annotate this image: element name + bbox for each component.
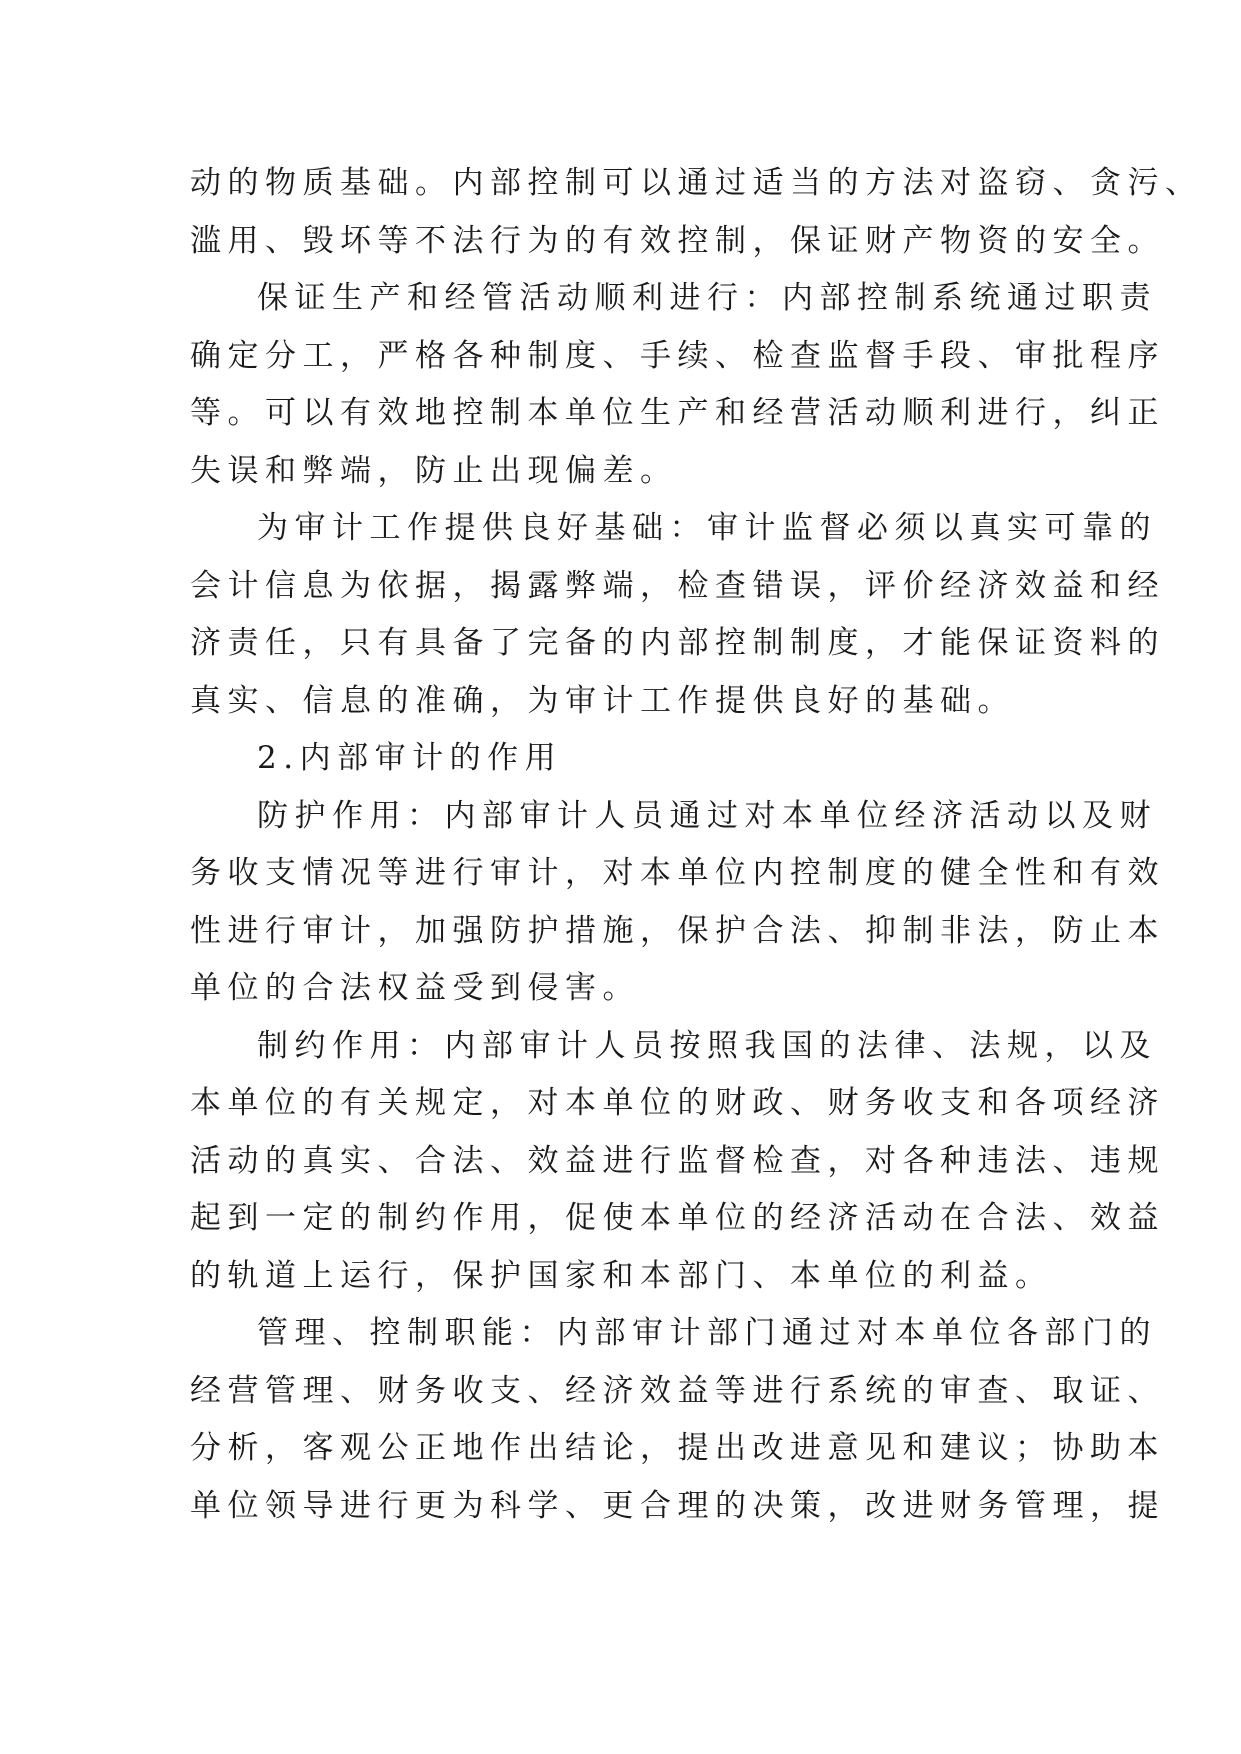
paragraph-first-line: 保证生产和经管活动顺利进行：内部控制系统通过职责 (257, 280, 1157, 316)
text-line: 真实、信息的准确，为审计工作提供良好的基础。 (190, 682, 1015, 719)
text-line: 济责任，只有具备了完备的内部控制制度，才能保证资料的 (190, 625, 1165, 661)
text-line: 动的物质基础。内部控制可以通过适当的方法对盗窃、贪污、 (190, 165, 1203, 201)
text-line: 会计信息为依据，揭露弊端，检查错误，评价经济效益和经 (190, 567, 1165, 604)
text-line: 活动的真实、合法、效益进行监督检查，对各种违法、违规 (190, 1142, 1165, 1179)
paragraph-first-line: 防护作用：内部审计人员通过对本单位经济活动以及财 (257, 797, 1157, 834)
text-line: 分析，客观公正地作出结论，提出改进意见和建议；协助本 (190, 1430, 1165, 1466)
text-line: 单位领导进行更为科学、更合理的决策，改进财务管理，提 (190, 1487, 1165, 1524)
paragraph-first-line: 管理、控制职能：内部审计部门通过对本单位各部门的 (257, 1315, 1157, 1351)
body-text (190, 155, 1203, 1535)
text-line: 性进行审计，加强防护措施，保护合法、抑制非法，防止本 (190, 912, 1165, 949)
text-line: 滥用、毁坏等不法行为的有效控制，保证财产物资的安全。 (190, 222, 1165, 259)
paragraph-first-line: 制约作用：内部审计人员按照我国的法律、法规，以及 (257, 1027, 1157, 1064)
text-line: 确定分工，严格各种制度、手续、检查监督手段、审批程序 (190, 337, 1165, 374)
text-line: 经营管理、财务收支、经济效益等进行系统的审查、取证、 (190, 1372, 1165, 1409)
text-line: 的轨道上运行，保护国家和本部门、本单位的利益。 (190, 1257, 1053, 1294)
paragraph-first-line: 为审计工作提供良好基础：审计监督必须以真实可靠的 (257, 510, 1157, 546)
section-heading: 2.内部审计的作用 (257, 740, 563, 776)
text-line: 失误和弊端，防止出现偏差。 (190, 452, 678, 489)
text-line: 起到一定的制约作用，促使本单位的经济活动在合法、效益 (190, 1200, 1165, 1236)
text-line: 单位的合法权益受到侵害。 (190, 970, 640, 1006)
text-line: 等。可以有效地控制本单位生产和经营活动顺利进行，纠正 (190, 395, 1165, 431)
text-line: 务收支情况等进行审计，对本单位内控制度的健全性和有效 (190, 855, 1165, 891)
text-line: 本单位的有关规定，对本单位的财政、财务收支和各项经济 (190, 1085, 1165, 1121)
